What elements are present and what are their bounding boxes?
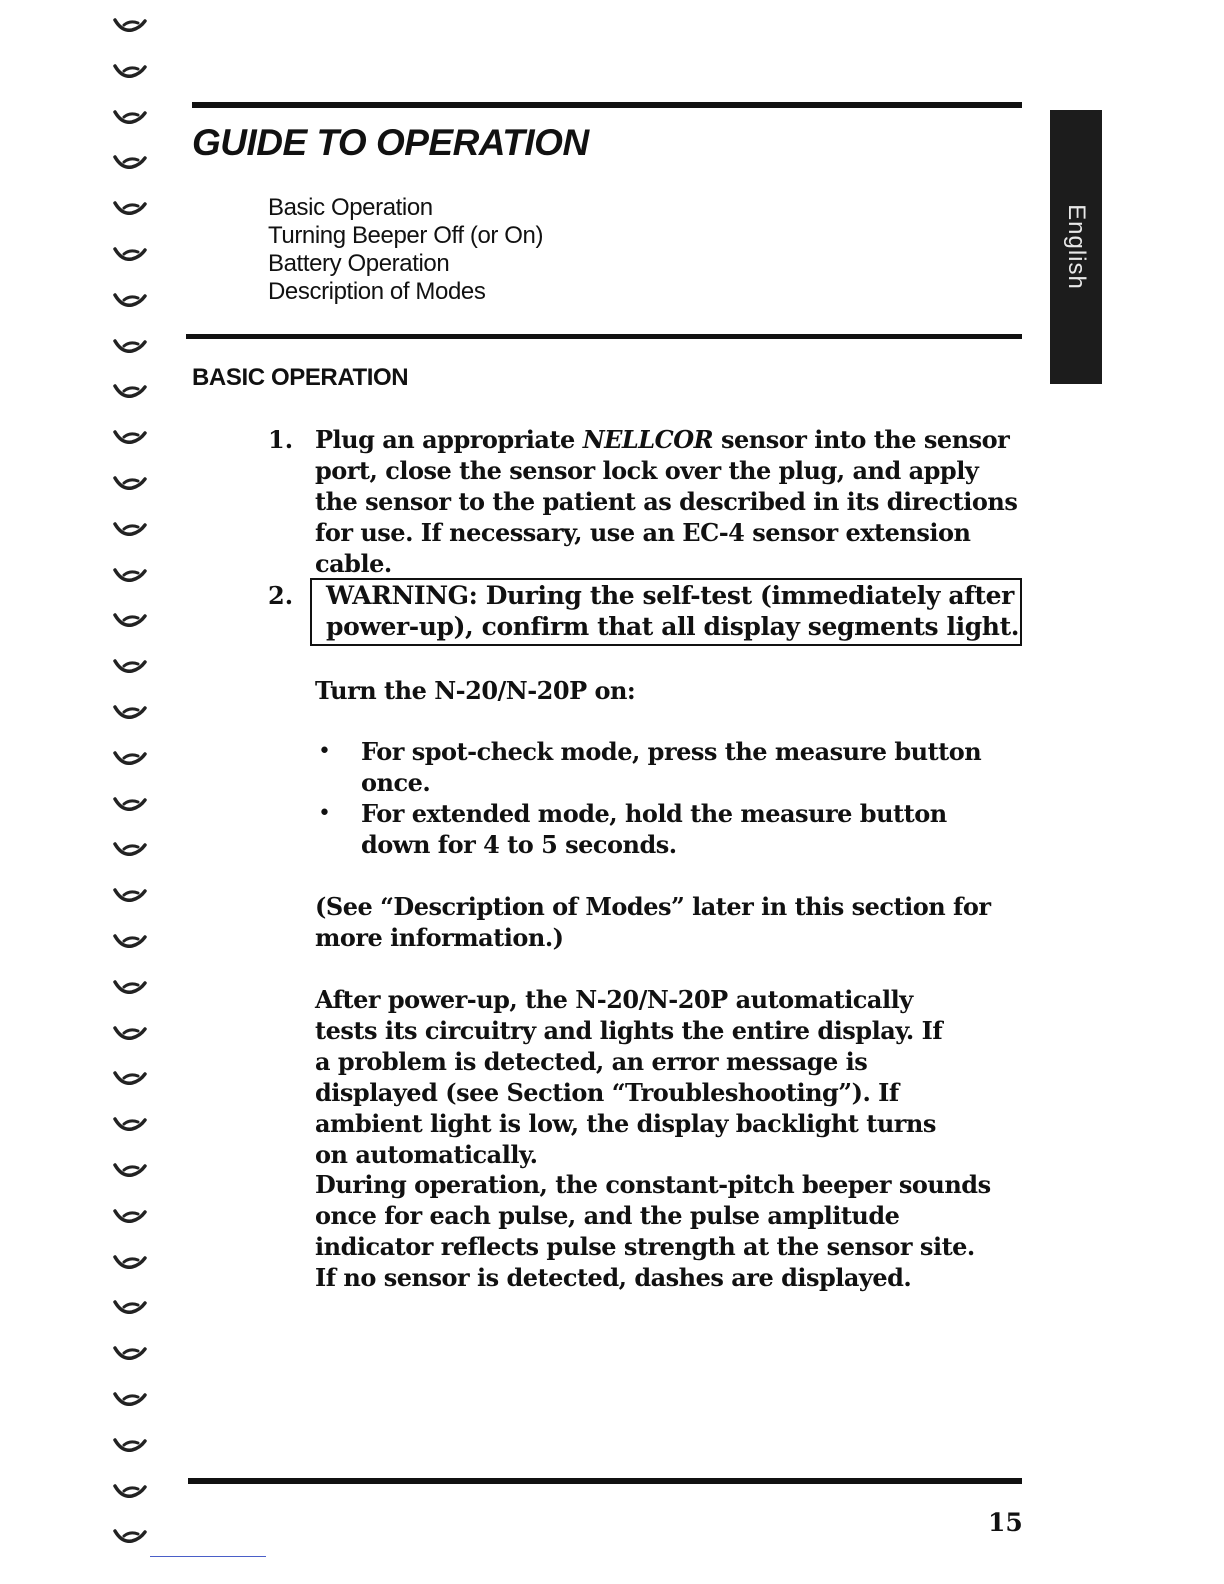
binding-coil-icon xyxy=(112,886,148,906)
binding-coil-icon xyxy=(112,1436,148,1456)
binding-coil-icon xyxy=(112,520,148,540)
binding-coil-icon xyxy=(112,428,148,448)
binding-coil-icon xyxy=(112,1115,148,1135)
language-tab xyxy=(1050,110,1102,384)
binding-coil-icon xyxy=(112,1527,148,1547)
step-number: 2. xyxy=(268,581,294,610)
section-rule xyxy=(186,334,1022,339)
binding-coil-icon xyxy=(112,657,148,677)
binding-coil-icon xyxy=(112,1253,148,1273)
binding-coil-icon xyxy=(112,703,148,723)
top-rule xyxy=(192,102,1022,108)
binding-coil-icon xyxy=(112,245,148,265)
binding-coil-icon xyxy=(112,1344,148,1364)
toc-item: Battery Operation xyxy=(268,250,450,277)
binding-coil-icon xyxy=(112,1482,148,1502)
binding-coil-icon xyxy=(112,1390,148,1410)
section-heading: BASIC OPERATION xyxy=(192,364,409,391)
binding-coil-icon xyxy=(112,108,148,128)
binding-coil-icon xyxy=(112,16,148,36)
binding-coil-icon xyxy=(112,199,148,219)
toc-item: Basic Operation xyxy=(268,194,433,221)
step2-intro: Turn the N-20/N-20P on: xyxy=(315,676,636,705)
step1-text-before: Plug an appropriate xyxy=(315,425,583,454)
binding-coil-icon xyxy=(112,153,148,173)
spiral-binding xyxy=(112,0,152,1584)
binding-coil-icon xyxy=(112,1161,148,1181)
binding-coil-icon xyxy=(112,1024,148,1044)
power-up-paragraph: After power-up, the N-20/N-20P automatically tests its circuitry and lights the entire display. If a problem is detected, an error message is displayed (see Section “Troubleshooting”). If ambient light is low, the display backlight turns on automatically. xyxy=(315,985,943,1169)
step-number: 1. xyxy=(268,425,294,454)
brand-name: NELLCOR xyxy=(582,425,714,454)
scan-edge-line xyxy=(150,1556,266,1557)
binding-coil-icon xyxy=(112,291,148,311)
toc-item: Turning Beeper Off (or On) xyxy=(268,222,544,249)
binding-coil-icon xyxy=(112,1069,148,1089)
table-of-contents xyxy=(268,194,543,306)
step1-text-after: sensor into the sensor port, close the sensor lock over the plug, and apply the sensor to the patient as described in its directions for use. If necessary, use an EC-4 sensor extension cable. xyxy=(315,425,1018,578)
see-note: (See “Description of Modes” later in this section for more information.) xyxy=(315,892,991,952)
bullet-icon: • xyxy=(318,801,331,826)
binding-coil-icon xyxy=(112,840,148,860)
page-title: GUIDE TO OPERATION xyxy=(192,122,589,163)
bullet-icon: • xyxy=(318,739,331,764)
binding-coil-icon xyxy=(112,1298,148,1318)
warning-box: WARNING: During the self-test (immediately after power-up), confirm that all display segments light. xyxy=(310,578,1022,646)
page-number: 15 xyxy=(988,1508,1023,1537)
language-tab-label: English xyxy=(1063,204,1090,290)
bullet-item: For spot-check mode, press the measure button once. xyxy=(361,737,982,797)
binding-coil-icon xyxy=(112,566,148,586)
binding-coil-icon xyxy=(112,611,148,631)
binding-coil-icon xyxy=(112,337,148,357)
binding-coil-icon xyxy=(112,1207,148,1227)
toc-item: Description of Modes xyxy=(268,278,486,305)
operation-paragraph: During operation, the constant-pitch beeper sounds once for each pulse, and the pulse amplitude indicator reflects pulse strength at the sensor site. If no sensor is detected, dashes are displayed. xyxy=(315,1170,991,1292)
step1-text xyxy=(315,424,1020,579)
binding-coil-icon xyxy=(112,474,148,494)
binding-coil-icon xyxy=(112,62,148,82)
bottom-rule xyxy=(188,1478,1022,1484)
binding-coil-icon xyxy=(112,749,148,769)
binding-coil-icon xyxy=(112,795,148,815)
bullet-item: For extended mode, hold the measure button down for 4 to 5 seconds. xyxy=(361,799,947,859)
binding-coil-icon xyxy=(112,932,148,952)
binding-coil-icon xyxy=(112,382,148,402)
binding-coil-icon xyxy=(112,978,148,998)
